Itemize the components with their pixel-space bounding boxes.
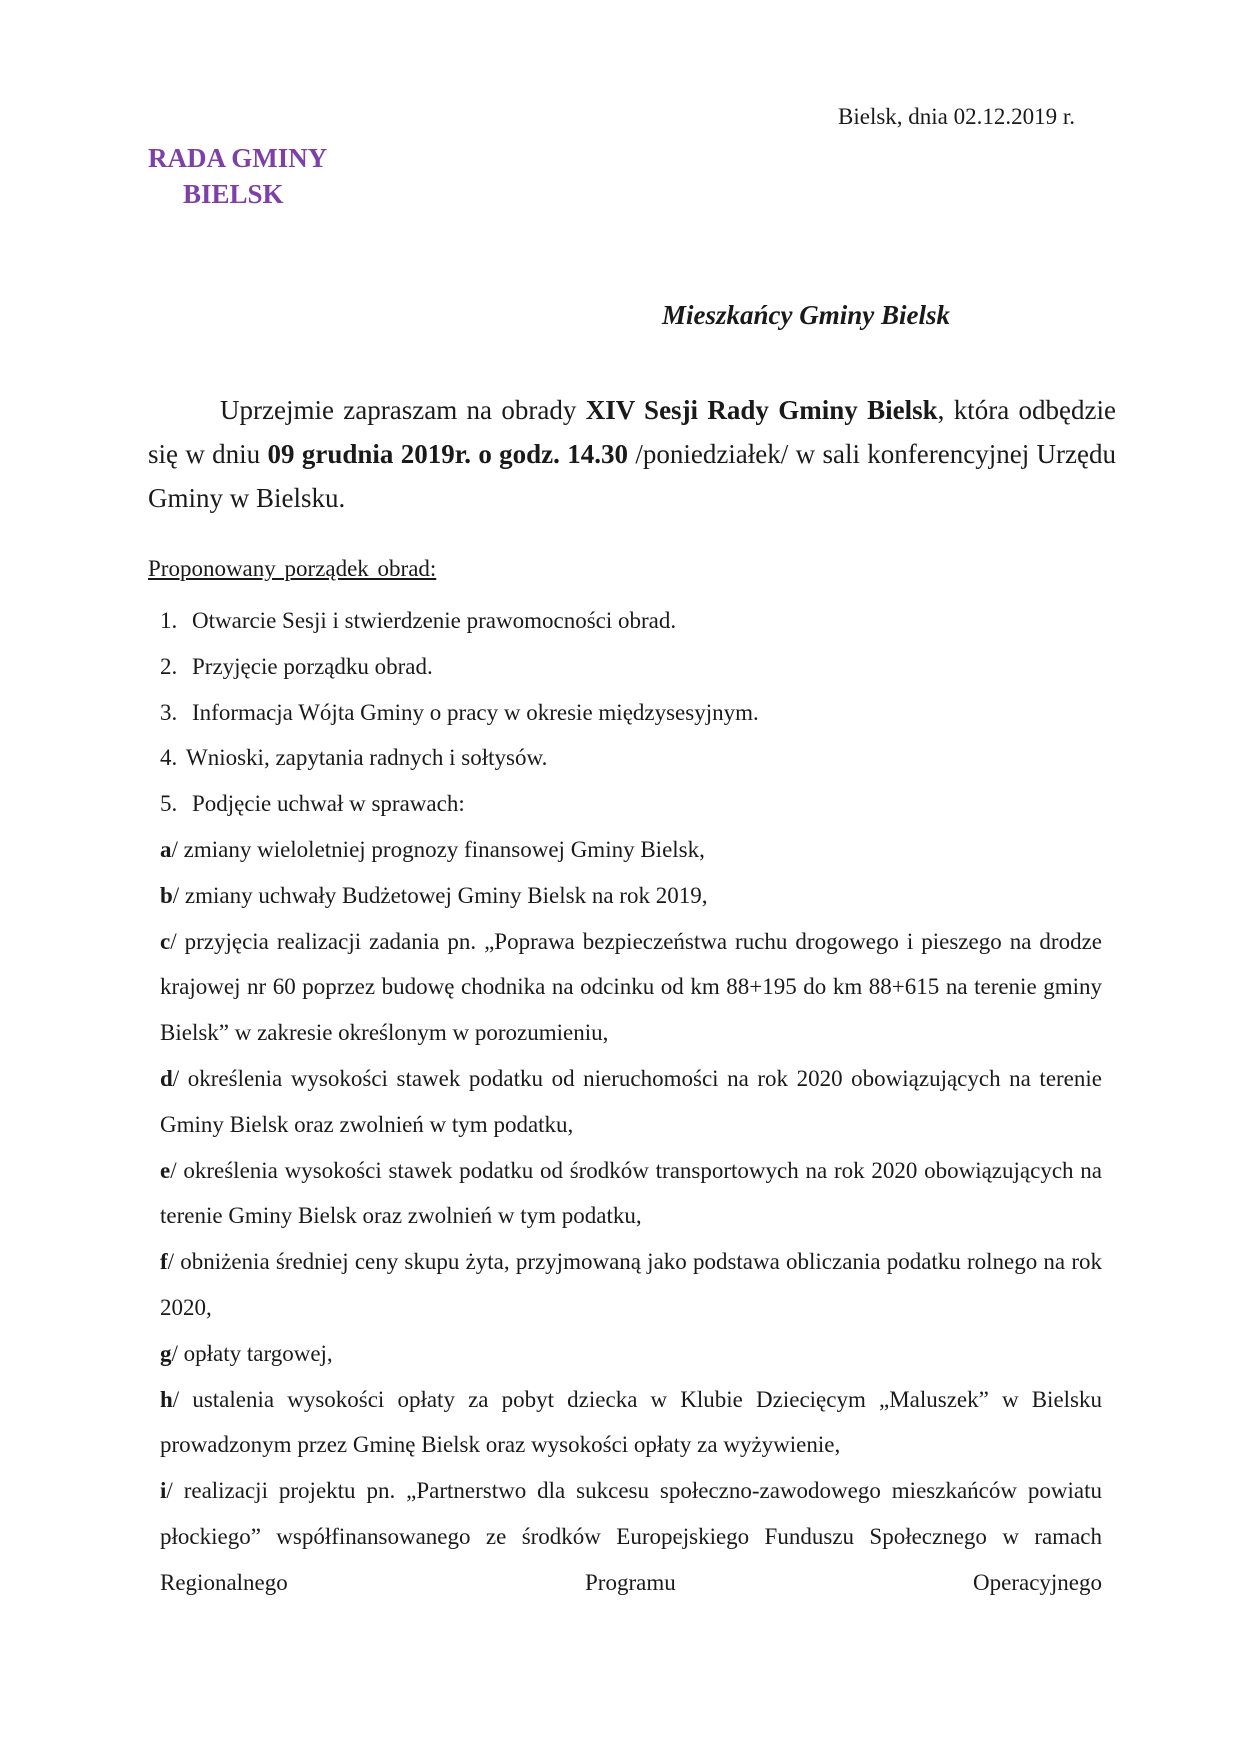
agenda-item [160, 644, 1102, 690]
session-datetime: 09 grudnia 2019r. o godz. 14.30 [267, 439, 628, 469]
agenda-subitem [160, 827, 1102, 873]
agenda-list [160, 598, 1102, 1606]
intro-text-1: Uprzejmie zapraszam na obrady [220, 395, 586, 425]
subitem-text: / zmiany wieloletniej prognozy finansowej Gminy Bielsk, [171, 836, 705, 862]
subitem-letter: a [160, 836, 172, 862]
agenda-subitem [160, 1239, 1102, 1331]
intro-text-2: , która odbędzie się w dniu [148, 395, 1117, 469]
agenda-subitem [160, 1468, 1102, 1605]
agenda-subitem [160, 1377, 1102, 1469]
agenda-item-number: 5. [160, 791, 178, 817]
subitem-letter: d [160, 1065, 173, 1091]
subitem-letter: c [160, 928, 171, 954]
organization-header [148, 140, 327, 212]
subitem-letter: e [160, 1157, 171, 1183]
addressee: Mieszkańcy Gminy Bielsk [662, 300, 950, 330]
intro-text-3: /poniedziałek/ w sali konferencyjnej Urzędu Gminy w Bielsku. [148, 439, 1116, 513]
session-name: XIV Sesji Rady Gminy Bielsk [585, 395, 938, 425]
subitem-letter: i [160, 1478, 167, 1504]
subitem-text: / opłaty targowej, [171, 1340, 333, 1366]
subitem-text: / obniżenia średniej ceny skupu żyta, przyjmowaną jako podstawa obliczania podatku rolnego na rok 2020, [160, 1249, 1102, 1320]
organization-name-line1: RADA GMINY [148, 143, 328, 173]
agenda-subitem [160, 1148, 1102, 1240]
agenda-item [160, 598, 1102, 644]
subitem-letter: b [160, 882, 173, 908]
agenda-item [160, 690, 1102, 736]
agenda-item-number: 4. [160, 745, 178, 771]
organization-name-line2: BIELSK [183, 179, 284, 209]
agenda-item [160, 781, 1102, 827]
agenda-title: Proponowany porządek obrad: [148, 556, 437, 581]
subitem-text: / określenia wysokości stawek podatku od środków transportowych na rok 2020 obowiązujących na terenie Gminy Bielsk oraz zwolnień w tym podatku, [160, 1157, 1102, 1229]
agenda-item-text: Podjęcie uchwał w sprawach: [192, 791, 465, 817]
agenda-subitem [160, 1331, 1102, 1377]
subitem-letter: f [160, 1249, 168, 1275]
agenda-item-text: Przyjęcie porządku obrad. [192, 653, 433, 679]
subitem-text: / realizacji projektu pn. „Partnerstwo dla sukcesu społeczno-zawodowego mieszkańców powiatu płockiego” współfinansowanego ze środków Europejskiego Funduszu Społecznego w ramach Regionalnego Programu Operacyjnego [160, 1478, 1102, 1595]
agenda-item-number: 3. [160, 699, 178, 725]
agenda-subitem [160, 873, 1102, 919]
agenda-item-number: 2. [160, 653, 178, 679]
agenda-item-text: Otwarcie Sesji i stwierdzenie prawomocności obrad. [192, 608, 677, 633]
subitem-text: / zmiany uchwały Budżetowej Gminy Bielsk na rok 2019, [172, 882, 708, 908]
document-date: Bielsk, dnia 02.12.2019 r. [838, 104, 1076, 129]
agenda-item [160, 735, 1102, 781]
subitem-letter: h [160, 1386, 173, 1412]
subitem-text: / ustalenia wysokości opłaty za pobyt dziecka w Klubie Dziecięcym „Maluszek” w Bielsku prowadzonym przez Gminę Bielsk oraz wysokości opłaty za wyżywienie, [160, 1386, 1102, 1458]
subitem-text: / przyjęcia realizacji zadania pn. „Poprawa bezpieczeństwa ruchu drogowego i pieszego na drodze krajowej nr 60 poprzez budowę chodnika na odcinku od km 88+195 do km 88+615 na terenie gminy Bielsk” w zakresie określonym w porozumieniu, [160, 928, 1102, 1046]
agenda-item-text: Informacja Wójta Gminy o pracy w okresie międzysesyjnym. [192, 699, 759, 725]
subitem-text: / określenia wysokości stawek podatku od nieruchomości na rok 2020 obowiązujących na terenie Gminy Bielsk oraz zwolnień w tym podatku, [160, 1065, 1102, 1137]
agenda-item-number: 1. [160, 608, 178, 633]
agenda-subitem [160, 919, 1102, 1056]
subitem-letter: g [160, 1340, 172, 1366]
agenda-subitem [160, 1056, 1102, 1148]
invitation-paragraph [148, 388, 1116, 520]
agenda-item-text: Wnioski, zapytania radnych i sołtysów. [186, 745, 548, 771]
